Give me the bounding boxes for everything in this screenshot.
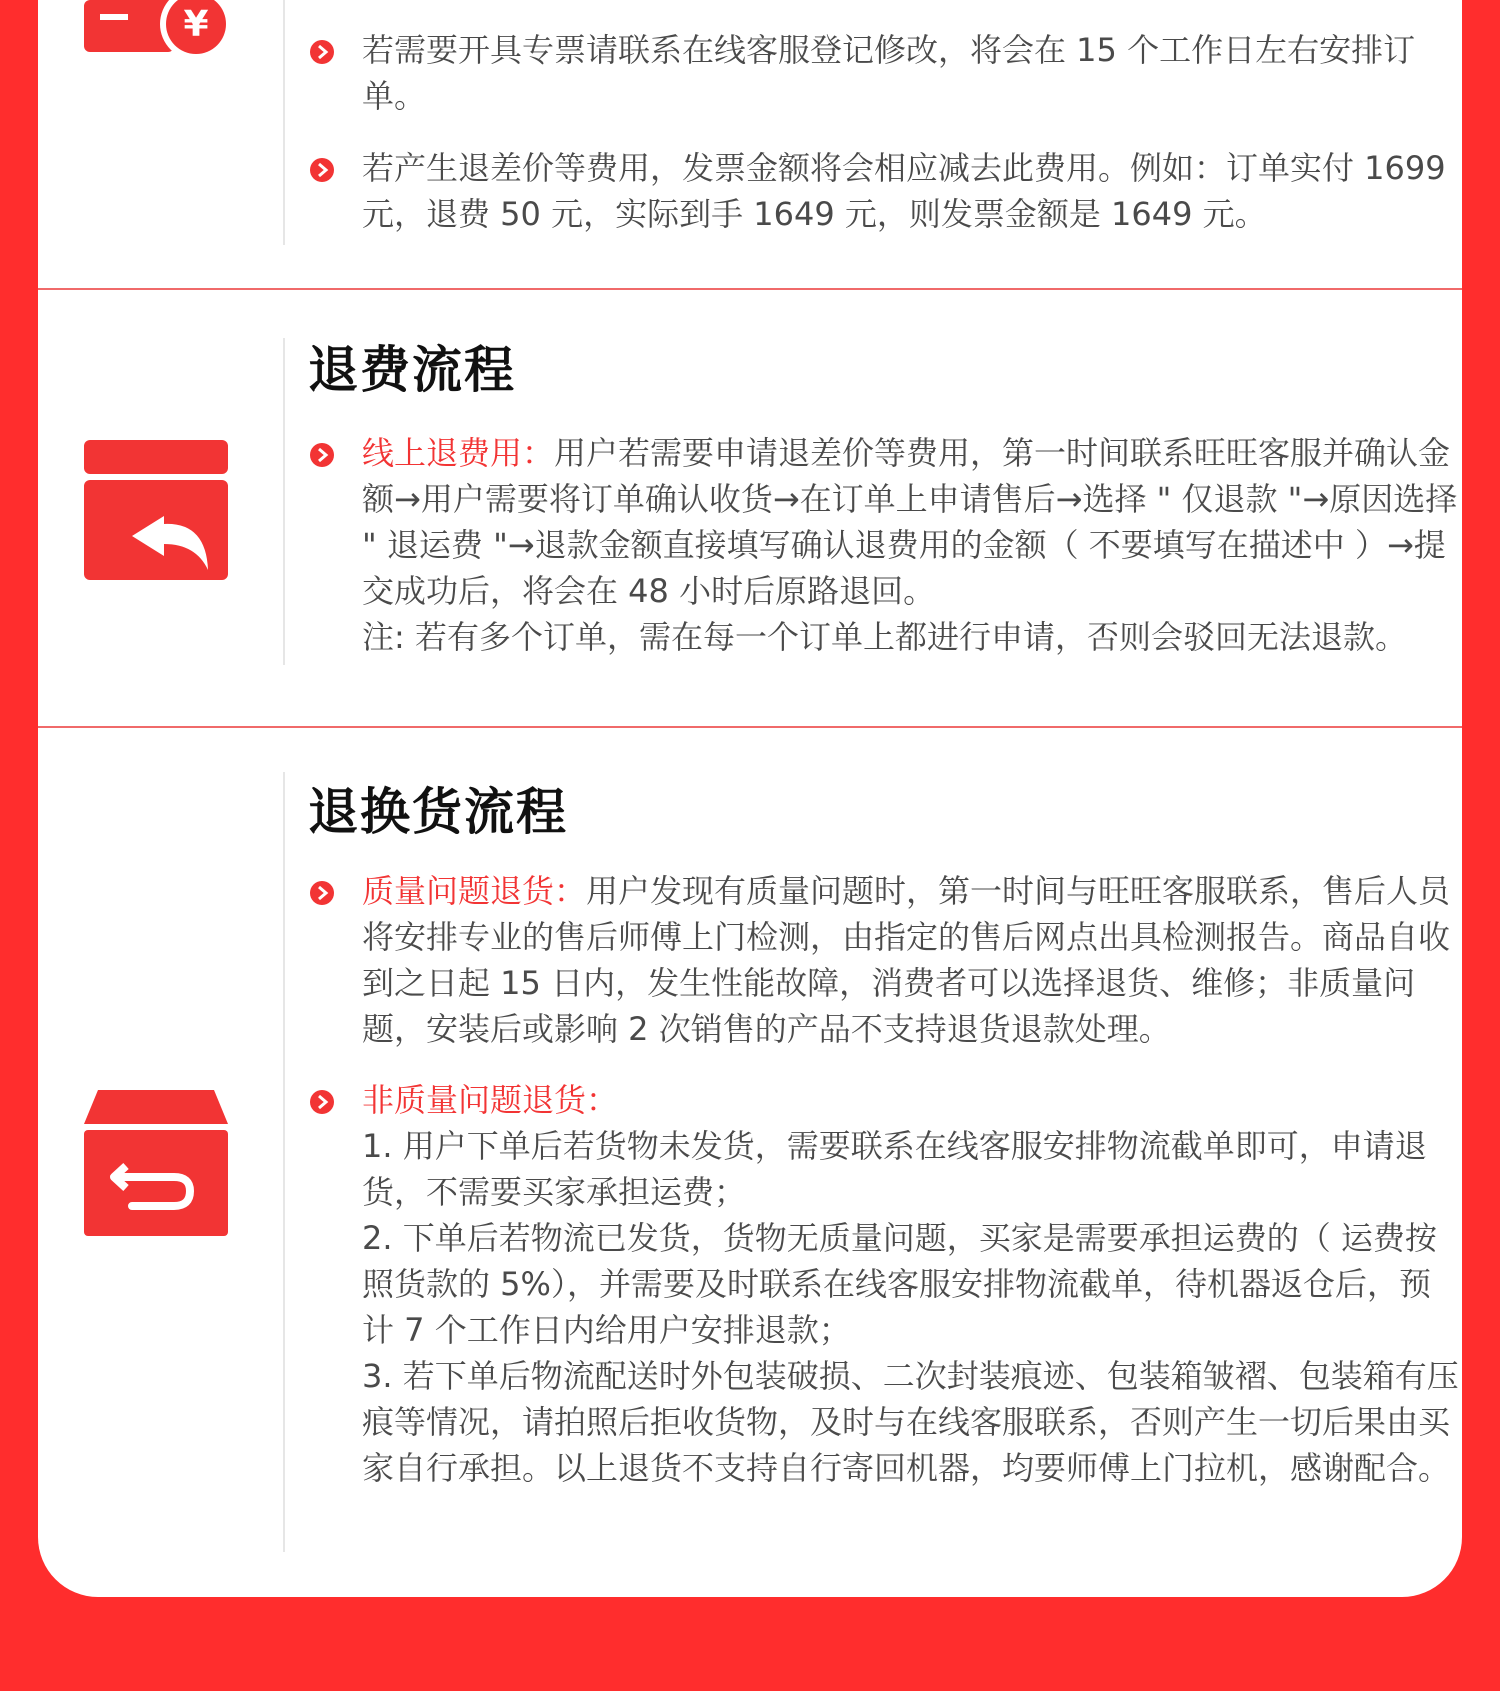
- refund-online-item: [310, 430, 1460, 660]
- returns-quality-body: 用户发现有质量问题时，第一时间与旺旺客服联系，售后人员将安排专业的售后师傅上门检测，由指定的售后网点出具检测报告。商品自收到之日起 15 日内，发生性能故障，消费者可以选择退货、维修；非质量问题，安装后或影响 2 次销售的产品不支持退货退款处理。: [362, 872, 1451, 1048]
- returns-nonquality-item: [310, 1077, 1460, 1491]
- bullet-arrow-icon: [310, 443, 334, 467]
- divider-vertical: [283, 0, 285, 245]
- divider-vertical: [283, 338, 285, 665]
- returns-nonquality-point-1: 1. 用户下单后若货物未发货，需要联系在线客服安排物流截单即可，申请退货，不需要买家承担运费；: [362, 1127, 1427, 1211]
- invoice-item-2: [310, 145, 1460, 237]
- refund-section: [38, 290, 1462, 726]
- returns-section: [38, 728, 1462, 1597]
- refund-title: 退费流程: [308, 341, 516, 399]
- refund-online-label: 线上退费用：: [362, 434, 555, 472]
- bullet-arrow-icon: [310, 1090, 334, 1114]
- returns-nonquality-text: [362, 1077, 1460, 1491]
- returns-quality-item: [310, 868, 1460, 1052]
- returns-nonquality-label: 非质量问题退货：: [362, 1081, 619, 1119]
- invoice-section: [38, 0, 1462, 288]
- refund-return-icon: [84, 440, 228, 580]
- divider-vertical: [283, 772, 285, 1552]
- returns-title: 退换货流程: [308, 783, 568, 841]
- refund-online-body: 用户若需要申请退差价等费用，第一时间联系旺旺客服并确认金额→用户需要将订单确认收货→在订单上申请售后→选择 " 仅退款 "→原因选择 " 退运费 "→退款金额直接填写确认退费用的金额（ 不要填写在描述中 ）→提交成功后，将会在 48 小时后原路退回。: [362, 434, 1458, 610]
- return-box-icon: [84, 1090, 228, 1236]
- invoice-item-text: 若产生退差价等费用，发票金额将会相应减去此费用。例如：订单实付 1699 元，退费 50 元，实际到手 1649 元，则发票金额是 1649 元。: [362, 149, 1446, 233]
- returns-quality-label: 质量问题退货：: [362, 872, 587, 910]
- invoice-item-1: [310, 27, 1460, 119]
- returns-nonquality-point-2: 2. 下单后若物流已发货，货物无质量问题，买家是需要承担运费的（ 运费按照货款的 5%），并需要及时联系在线客服安排物流截单，待机器返仓后，预计 7 个工作日内给用户安排退款；: [362, 1219, 1437, 1349]
- bullet-arrow-icon: [310, 40, 334, 64]
- returns-quality-text: [362, 868, 1460, 1052]
- refund-note: 注: 若有多个订单，需在每一个订单上都进行申请，否则会驳回无法退款。: [362, 618, 1407, 656]
- info-card: [38, 0, 1462, 1597]
- invoice-item-text: 若需要开具专票请联系在线客服登记修改，将会在 15 个工作日左右安排订单。: [362, 31, 1416, 115]
- refund-online-text: [362, 430, 1460, 660]
- bullet-arrow-icon: [310, 158, 334, 182]
- bullet-arrow-icon: [310, 881, 334, 905]
- returns-nonquality-point-3: 3. 若下单后物流配送时外包装破损、二次封装痕迹、包装箱皱褶、包装箱有压痕等情况，请拍照后拒收货物，及时与在线客服联系，否则产生一切后果由买家自行承担。以上退货不支持自行寄回机器，均要师傅上门拉机，感谢配合。: [362, 1357, 1459, 1487]
- yen-symbol: ¥: [183, 4, 209, 45]
- invoice-yen-icon: [84, 0, 234, 70]
